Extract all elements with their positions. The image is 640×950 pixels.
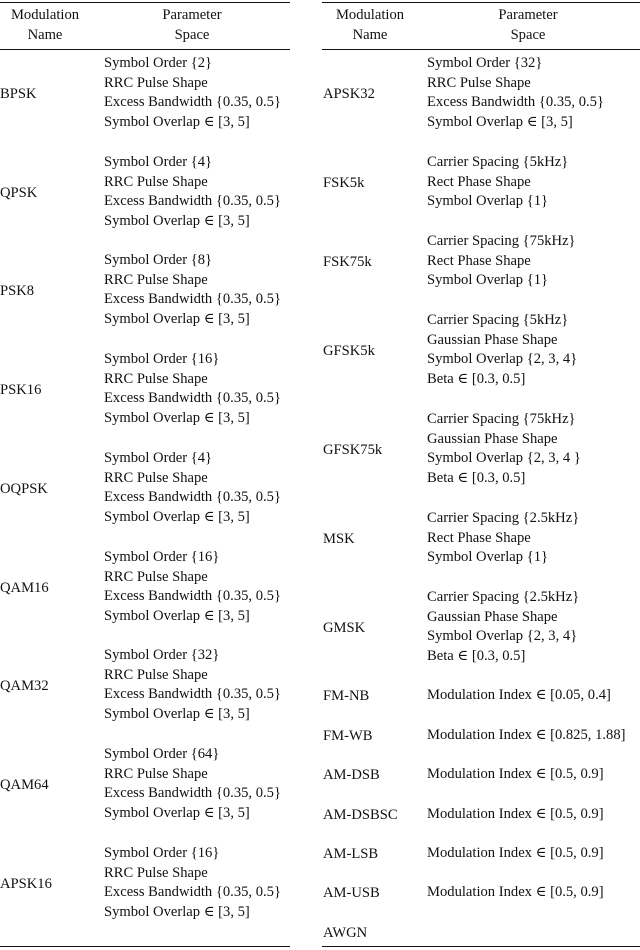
table-row-params [104, 350, 281, 429]
param-line: RRC Pulse Shape [104, 271, 208, 288]
table-row-name: AM-USB [323, 885, 380, 901]
table-row-name: FM-NB [323, 688, 370, 704]
table-row-name: PSK16 [0, 382, 42, 398]
table-row-name: GFSK5k [323, 343, 375, 359]
right-header-rule [322, 49, 640, 50]
param-line: Carrier Spacing {5kHz} [427, 154, 569, 170]
param-line: Carrier Spacing {2.5kHz} [427, 589, 580, 605]
param-line: Symbol Overlap ∈ [3, 5] [104, 509, 250, 526]
param-line: Symbol Overlap ∈ [3, 5] [104, 608, 250, 625]
param-line: Symbol Order {8} [104, 252, 213, 268]
table-row-name: APSK32 [323, 86, 375, 102]
table-row-params [427, 153, 568, 212]
param-line: Excess Bandwidth {0.35, 0.5} [427, 94, 604, 111]
param-line: Gaussian Phase Shape [427, 430, 558, 447]
param-line: Modulation Index ∈ [0.5, 0.9] [427, 884, 604, 900]
table-row-params [104, 153, 281, 232]
param-line: Carrier Spacing {2.5kHz} [427, 510, 580, 526]
table-row-name: GMSK [323, 620, 366, 636]
param-line: Beta ∈ [0.3, 0.5] [427, 648, 526, 665]
table-row-name: FSK5k [323, 175, 365, 191]
table-row-name: AM-DSB [323, 767, 380, 783]
table-row-name: GFSK75k [323, 442, 383, 458]
param-line: Carrier Spacing {75kHz} [427, 233, 576, 249]
param-line: Symbol Overlap ∈ [3, 5] [104, 805, 250, 822]
table-row-params [427, 726, 625, 746]
table-row-name: QAM16 [0, 580, 49, 596]
param-line: Symbol Overlap ∈ [3, 5] [104, 706, 250, 723]
param-line: Symbol Overlap ∈ [3, 5] [104, 904, 250, 921]
table-row-params [427, 54, 604, 133]
table-row-params [427, 509, 579, 568]
param-line: Rect Phase Shape [427, 173, 531, 190]
param-line: Symbol Overlap ∈ [3, 5] [104, 311, 250, 328]
param-line: Symbol Overlap ∈ [3, 5] [104, 410, 250, 427]
header-param-line1: Parameter [498, 7, 558, 23]
left-header-modulation-name [0, 5, 90, 45]
table-row-params [427, 686, 611, 706]
table-row-name: QAM32 [0, 678, 49, 694]
right-header-parameter-space [426, 5, 630, 45]
param-line: Modulation Index ∈ [0.05, 0.4] [427, 687, 611, 703]
table-row-name: FSK75k [323, 254, 372, 270]
param-line: RRC Pulse Shape [104, 765, 208, 782]
left-top-rule [0, 2, 290, 3]
param-line: Symbol Order {4} [104, 154, 213, 170]
param-line: Symbol Overlap {2, 3, 4} [427, 351, 578, 368]
header-name-line2: Name [352, 27, 388, 43]
table-row-params [427, 805, 604, 825]
param-line: Beta ∈ [0.3, 0.5] [427, 371, 526, 388]
param-line: RRC Pulse Shape [104, 74, 208, 91]
param-line: Symbol Order {32} [104, 647, 220, 663]
left-bottom-rule [0, 946, 290, 947]
table-row-name: APSK16 [0, 876, 52, 892]
table-row-name: PSK8 [0, 283, 35, 299]
param-line: Excess Bandwidth {0.35, 0.5} [104, 390, 281, 407]
param-line: RRC Pulse Shape [104, 568, 208, 585]
param-line: Symbol Overlap {1} [427, 193, 549, 210]
param-line: Rect Phase Shape [427, 252, 531, 269]
table-row-name: AM-LSB [323, 846, 379, 862]
param-line: RRC Pulse Shape [427, 74, 531, 91]
left-header-rule [0, 49, 290, 50]
param-line: Symbol Order {16} [104, 351, 220, 367]
table-row-params [104, 449, 281, 528]
param-line: Symbol Overlap ∈ [3, 5] [427, 114, 573, 131]
param-line: Symbol Order {4} [104, 450, 213, 466]
param-line: Modulation Index ∈ [0.5, 0.9] [427, 766, 604, 782]
param-line: RRC Pulse Shape [104, 469, 208, 486]
table-row-params [427, 765, 604, 785]
param-line: Symbol Order {16} [104, 549, 220, 565]
table-row-params [427, 232, 576, 291]
param-line: Symbol Order {16} [104, 845, 220, 861]
param-line: RRC Pulse Shape [104, 666, 208, 683]
param-line: Symbol Overlap {1} [427, 272, 549, 289]
param-line: Excess Bandwidth {0.35, 0.5} [104, 785, 281, 802]
param-line: Excess Bandwidth {0.35, 0.5} [104, 291, 281, 308]
param-line: Carrier Spacing {5kHz} [427, 312, 569, 328]
table-row-name: FM-WB [323, 728, 373, 744]
right-bottom-rule [322, 946, 640, 947]
left-header-parameter-space [102, 5, 282, 45]
table-row-params [104, 844, 281, 923]
header-name-line1: Modulation [10, 7, 80, 23]
param-line: Symbol Overlap ∈ [3, 5] [104, 114, 250, 131]
param-line: Excess Bandwidth {0.35, 0.5} [104, 489, 281, 506]
header-name-line2: Name [27, 27, 63, 43]
param-line: Excess Bandwidth {0.35, 0.5} [104, 686, 281, 703]
param-line: Gaussian Phase Shape [427, 331, 558, 348]
table-row-name: BPSK [0, 86, 37, 102]
table-row-name: MSK [323, 531, 355, 547]
table-row-params [427, 410, 581, 489]
param-line: Carrier Spacing {75kHz} [427, 411, 576, 427]
table-row-params [104, 548, 281, 627]
header-param-line2: Space [510, 27, 546, 43]
param-line: Excess Bandwidth {0.35, 0.5} [104, 193, 281, 210]
right-header-modulation-name [322, 5, 418, 45]
param-line: Beta ∈ [0.3, 0.5] [427, 470, 526, 487]
param-line: Symbol Overlap {2, 3, 4 } [427, 450, 581, 467]
table-row-name: AM-DSBSC [323, 807, 398, 823]
right-top-rule [322, 2, 640, 3]
param-line: RRC Pulse Shape [104, 173, 208, 190]
table-row-name: OQPSK [0, 481, 48, 497]
table-row-params [427, 588, 579, 667]
table-row-name: AWGN [323, 925, 368, 941]
param-line: Modulation Index ∈ [0.5, 0.9] [427, 806, 604, 822]
header-name-line1: Modulation [335, 7, 405, 23]
header-param-line1: Parameter [162, 7, 222, 23]
table-row-name: QPSK [0, 185, 38, 201]
param-line: Excess Bandwidth {0.35, 0.5} [104, 884, 281, 901]
table-row-params [104, 646, 281, 725]
table-row-params [427, 311, 577, 390]
param-line: RRC Pulse Shape [104, 370, 208, 387]
param-line: Modulation Index ∈ [0.5, 0.9] [427, 845, 604, 861]
table-row-params [104, 745, 281, 824]
header-param-line2: Space [174, 27, 210, 43]
param-line: Symbol Order {32} [427, 55, 543, 71]
table-row-params [104, 251, 281, 330]
param-line: Symbol Overlap {1} [427, 549, 549, 566]
param-line: Excess Bandwidth {0.35, 0.5} [104, 588, 281, 605]
param-line: Symbol Order {64} [104, 746, 220, 762]
param-line: Modulation Index ∈ [0.825, 1.88] [427, 727, 626, 743]
param-line: RRC Pulse Shape [104, 864, 208, 881]
param-line: Excess Bandwidth {0.35, 0.5} [104, 94, 281, 111]
param-line: Symbol Overlap {2, 3, 4} [427, 628, 578, 645]
table-row-params [427, 883, 604, 903]
param-line: Rect Phase Shape [427, 529, 531, 546]
table-row-params [104, 54, 281, 133]
table-row-name: QAM64 [0, 777, 49, 793]
param-line: Symbol Overlap ∈ [3, 5] [104, 213, 250, 230]
param-line: Gaussian Phase Shape [427, 608, 558, 625]
param-line: Symbol Order {2} [104, 55, 213, 71]
table-row-params [427, 844, 604, 864]
